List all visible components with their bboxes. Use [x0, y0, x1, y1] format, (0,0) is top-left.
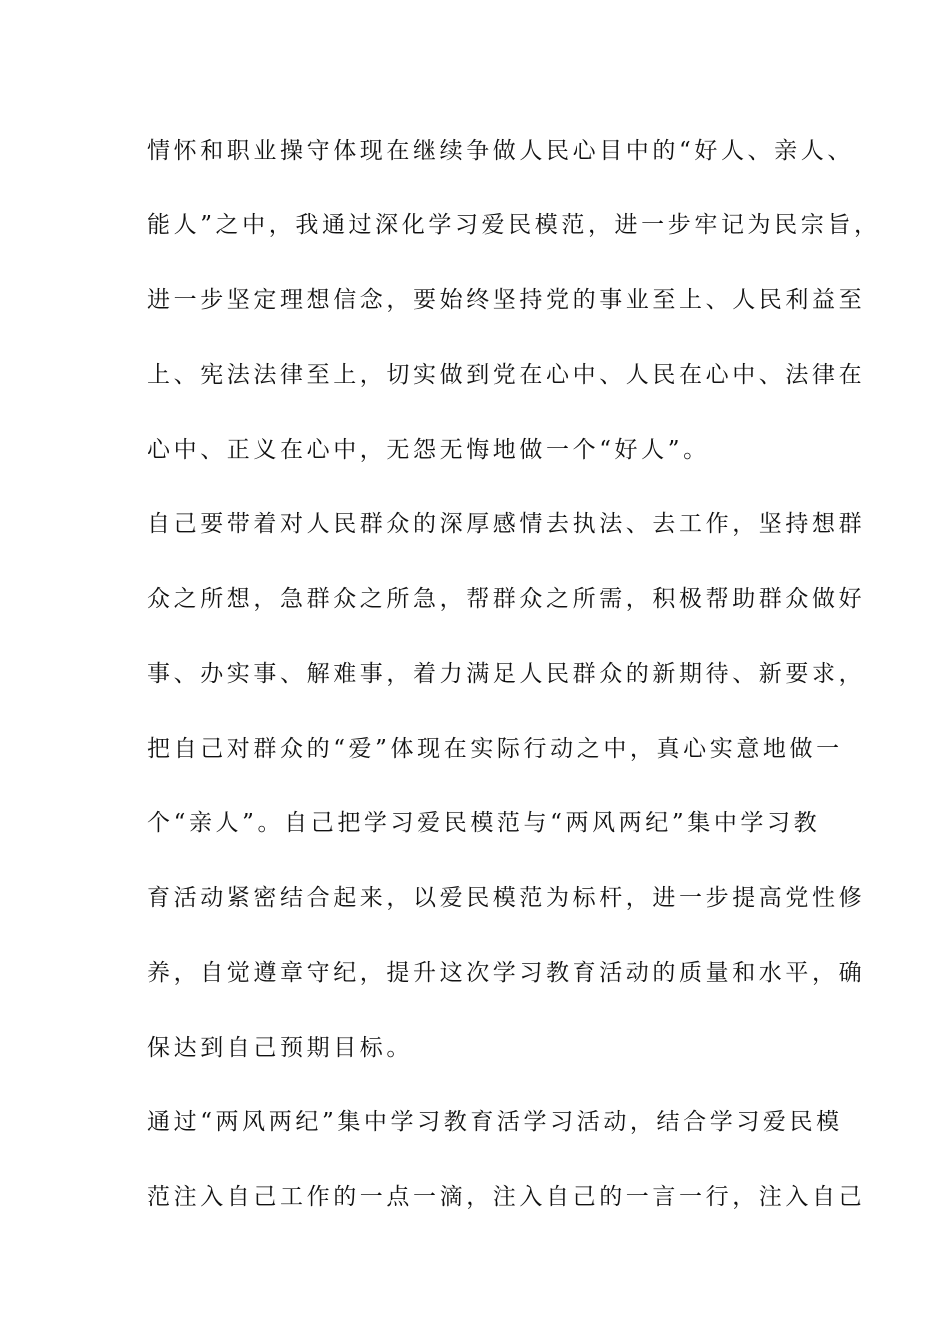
- text-line: 能人”之中，我通过深化学习爱民模范，进一步牢记为民宗旨，: [147, 212, 881, 238]
- text-line: 育活动紧密结合起来，以爱民模范为标杆，进一步提高党性修: [147, 885, 866, 911]
- text-line: 通过“两风两纪”集中学习教育活学习活动，结合学习爱民模: [147, 1109, 843, 1135]
- text-line: 众之所想，急群众之所急，帮群众之所需，积极帮助群众做好: [147, 586, 866, 612]
- text-line: 进一步坚定理想信念，要始终坚持党的事业至上、人民利益至: [147, 287, 866, 313]
- text-line: 保达到自己预期目标。: [147, 1035, 413, 1061]
- text-line: 个“亲人”。自己把学习爱民模范与“两风两纪”集中学习教: [147, 810, 821, 836]
- text-line: 范注入自己工作的一点一滴，注入自己的一言一行，注入自己: [147, 1184, 866, 1210]
- text-line: 心中、正义在心中，无怨无悔地做一个“好人”。: [147, 437, 710, 463]
- text-line: 把自己对群众的“爱”体现在实际行动之中，真心实意地做一: [147, 736, 843, 762]
- text-line: 情怀和职业操守体现在继续争做人民心目中的“好人、亲人、: [147, 138, 854, 164]
- text-line: 自己要带着对人民群众的深厚感情去执法、去工作，坚持想群: [147, 511, 866, 537]
- text-line: 上、宪法法律至上，切实做到党在心中、人民在心中、法律在: [147, 362, 866, 388]
- text-line: 事、办实事、解难事，着力满足人民群众的新期待、新要求，: [147, 661, 866, 687]
- text-line: 养，自觉遵章守纪，提升这次学习教育活动的质量和水平，确: [147, 960, 866, 986]
